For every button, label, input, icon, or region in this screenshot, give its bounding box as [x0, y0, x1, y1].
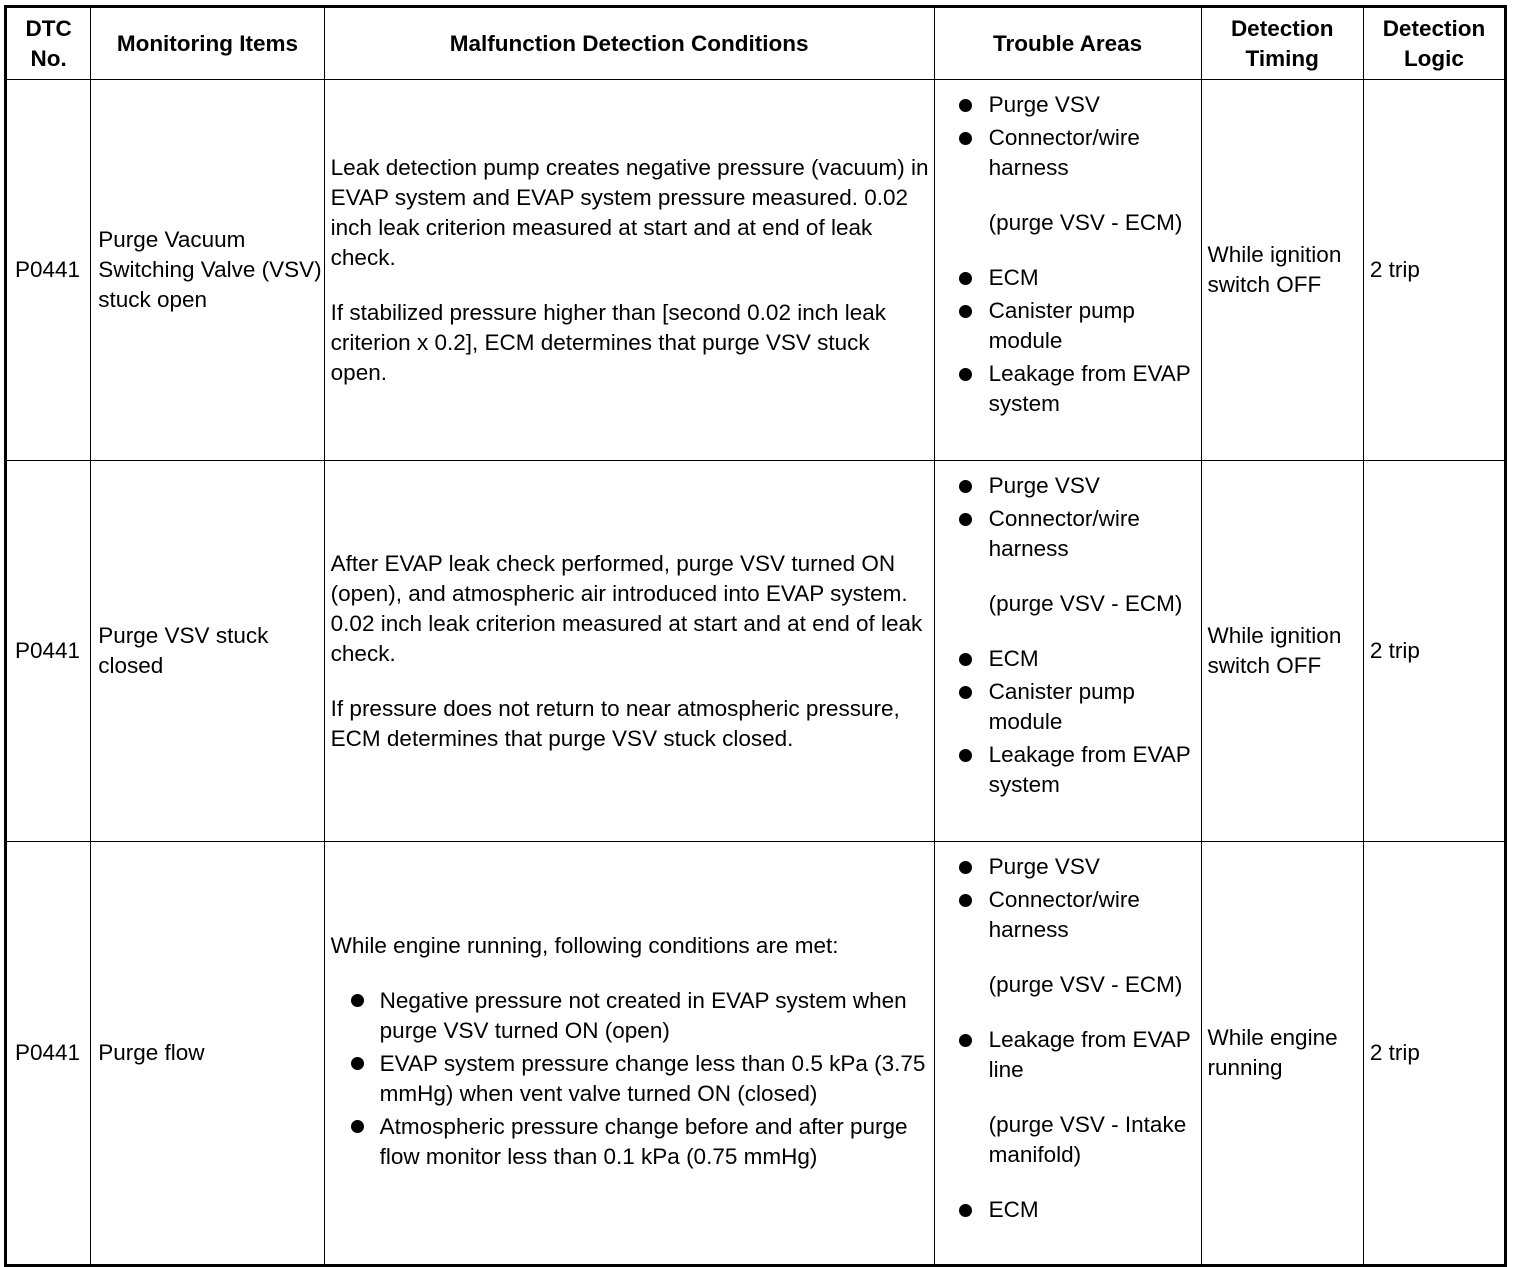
condition-list: [331, 986, 930, 1172]
list-item: ECM: [935, 644, 1201, 674]
list-item: Purge VSV: [935, 471, 1201, 501]
list-item: Purge VSV: [935, 90, 1201, 120]
list-item: Atmospheric pressure change before and after purge flow monitor less than 0.1 kPa (0.75 mmHg): [331, 1112, 930, 1172]
detection-logic: 2 trip: [1363, 80, 1505, 461]
header-malfunction-conditions: Malfunction Detection Conditions: [324, 7, 934, 80]
conditions-cell: [324, 80, 934, 461]
list-item: ECM: [935, 263, 1201, 293]
list-item: Connector/wire harness: [935, 504, 1201, 564]
trouble-note: (purge VSV - ECM): [988, 591, 1183, 616]
table-row: [6, 461, 1506, 842]
bullet-icon: [959, 686, 972, 699]
dtc-code: P0441: [6, 842, 91, 1266]
bullet-icon: [959, 480, 972, 493]
header-trouble-areas: Trouble Areas: [934, 7, 1201, 80]
detection-timing: While ignition switch OFF: [1201, 80, 1363, 461]
list-item: Canister pump module: [935, 296, 1201, 356]
bullet-icon: [959, 513, 972, 526]
list-item: Negative pressure not created in EVAP system when purge VSV turned ON (open): [331, 986, 930, 1046]
condition-intro: While engine running, following conditions are met:: [330, 933, 839, 958]
bullet-icon: [959, 305, 972, 318]
bullet-icon: [959, 272, 972, 285]
bullet-icon: [959, 99, 972, 112]
conditions-cell: [324, 461, 934, 842]
dtc-code: P0441: [6, 80, 91, 461]
condition-paragraph: Leak detection pump creates negative pressure (vacuum) in EVAP system and EVAP system pressure measured. 0.02 inch leak criterion measured at start and at end of leak check.: [330, 154, 929, 270]
header-row: [6, 7, 1506, 80]
list-item: Connector/wire harness: [935, 123, 1201, 183]
bullet-icon: [351, 1120, 364, 1133]
list-item: EVAP system pressure change less than 0.5 kPa (3.75 mmHg) when vent valve turned ON (closed): [331, 1049, 930, 1109]
bullet-icon: [351, 1057, 364, 1070]
header-dtc-no: DTC No.: [6, 7, 91, 80]
condition-paragraph: After EVAP leak check performed, purge VSV turned ON (open), and atmospheric air introduced into EVAP system. 0.02 inch leak criterion measured at start and at end of leak check.: [330, 550, 923, 666]
trouble-list: [935, 1025, 1201, 1085]
header-detection-logic: Detection Logic: [1363, 7, 1505, 80]
header-detection-timing: Detection Timing: [1201, 7, 1363, 80]
trouble-note: (purge VSV - Intake manifold): [988, 1112, 1187, 1167]
trouble-list: [935, 1195, 1201, 1225]
trouble-areas-cell: [934, 461, 1201, 842]
bullet-icon: [959, 1034, 972, 1047]
bullet-icon: [959, 368, 972, 381]
bullet-icon: [959, 132, 972, 145]
conditions-cell: [324, 842, 934, 1266]
bullet-icon: [959, 749, 972, 762]
bullet-icon: [959, 861, 972, 874]
monitoring-item: Purge Vacuum Switching Valve (VSV) stuck open: [91, 80, 324, 461]
condition-paragraph: If pressure does not return to near atmospheric pressure, ECM determines that purge VSV stuck closed.: [330, 695, 900, 751]
dtc-code: P0441: [6, 461, 91, 842]
table-row: [6, 842, 1506, 1266]
bullet-icon: [959, 894, 972, 907]
bullet-icon: [351, 994, 364, 1007]
list-item: ECM: [935, 1195, 1201, 1225]
list-item: Purge VSV: [935, 852, 1201, 882]
detection-timing: While engine running: [1201, 842, 1363, 1266]
trouble-list: [935, 263, 1201, 419]
trouble-areas-cell: [934, 842, 1201, 1266]
trouble-areas-cell: [934, 80, 1201, 461]
list-item: Leakage from EVAP line: [935, 1025, 1201, 1085]
dtc-table: [4, 5, 1507, 1267]
bullet-icon: [959, 653, 972, 666]
table-row: [6, 80, 1506, 461]
monitoring-item: Purge VSV stuck closed: [91, 461, 324, 842]
list-item: Leakage from EVAP system: [935, 740, 1201, 800]
bullet-icon: [959, 1204, 972, 1217]
monitoring-item: Purge flow: [91, 842, 324, 1266]
list-item: Connector/wire harness: [935, 885, 1201, 945]
trouble-list: [935, 644, 1201, 800]
detection-logic: 2 trip: [1363, 842, 1505, 1266]
header-monitoring-items: Monitoring Items: [91, 7, 324, 80]
detection-logic: 2 trip: [1363, 461, 1505, 842]
trouble-note: (purge VSV - ECM): [988, 210, 1183, 235]
trouble-list: [935, 852, 1201, 945]
detection-timing: While ignition switch OFF: [1201, 461, 1363, 842]
trouble-list: [935, 90, 1201, 183]
trouble-note: (purge VSV - ECM): [988, 972, 1183, 997]
condition-paragraph: If stabilized pressure higher than [second 0.02 inch leak criterion x 0.2], ECM determines that purge VSV stuck open.: [330, 299, 887, 385]
list-item: Leakage from EVAP system: [935, 359, 1201, 419]
trouble-list: [935, 471, 1201, 564]
list-item: Canister pump module: [935, 677, 1201, 737]
